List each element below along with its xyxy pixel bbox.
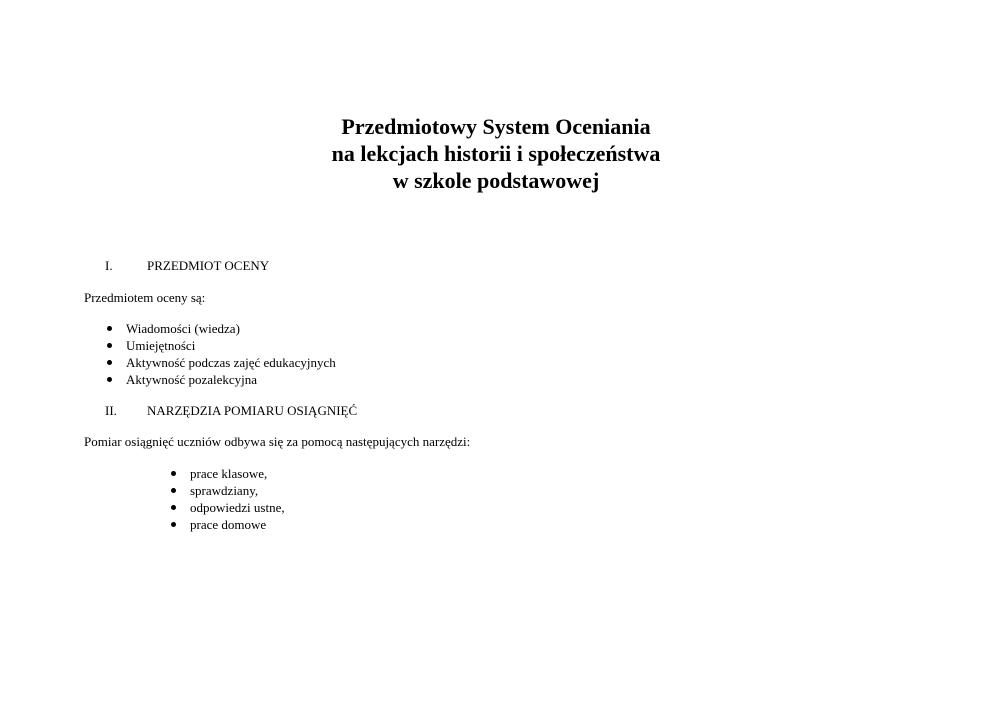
list-item: prace klasowe, xyxy=(169,465,285,482)
list-item: Aktywność podczas zajęć edukacyjnych xyxy=(105,354,336,371)
list-item: sprawdziany, xyxy=(169,482,285,499)
section-1-heading xyxy=(105,258,269,274)
title-line-2: na lekcjach historii i społeczeństwa xyxy=(331,141,661,166)
section-2-intro: Pomiar osiągnięć uczniów odbywa się za pomocą następujących narzędzi: xyxy=(84,434,471,449)
section-2-number: II. xyxy=(105,403,117,418)
section-1-title: PRZEDMIOT OCENY xyxy=(147,258,270,273)
section-2-list xyxy=(169,465,285,533)
section-1-intro: Przedmiotem oceny są: xyxy=(84,290,206,305)
title-line-3: w szkole podstawowej xyxy=(392,168,600,193)
section-2-title: NARZĘDZIA POMIARU OSIĄGNIĘĆ xyxy=(147,403,358,418)
list-item: Umiejętności xyxy=(105,337,336,354)
section-1-list xyxy=(105,320,336,388)
list-item: odpowiedzi ustne, xyxy=(169,499,285,516)
section-1-number: I. xyxy=(105,258,113,273)
section-2-heading xyxy=(105,403,357,419)
list-item: Aktywność pozalekcyjna xyxy=(105,371,336,388)
list-item: Wiadomości (wiedza) xyxy=(105,320,336,337)
document-title xyxy=(0,113,992,194)
list-item: prace domowe xyxy=(169,516,285,533)
title-line-1: Przedmiotowy System Oceniania xyxy=(341,114,651,139)
